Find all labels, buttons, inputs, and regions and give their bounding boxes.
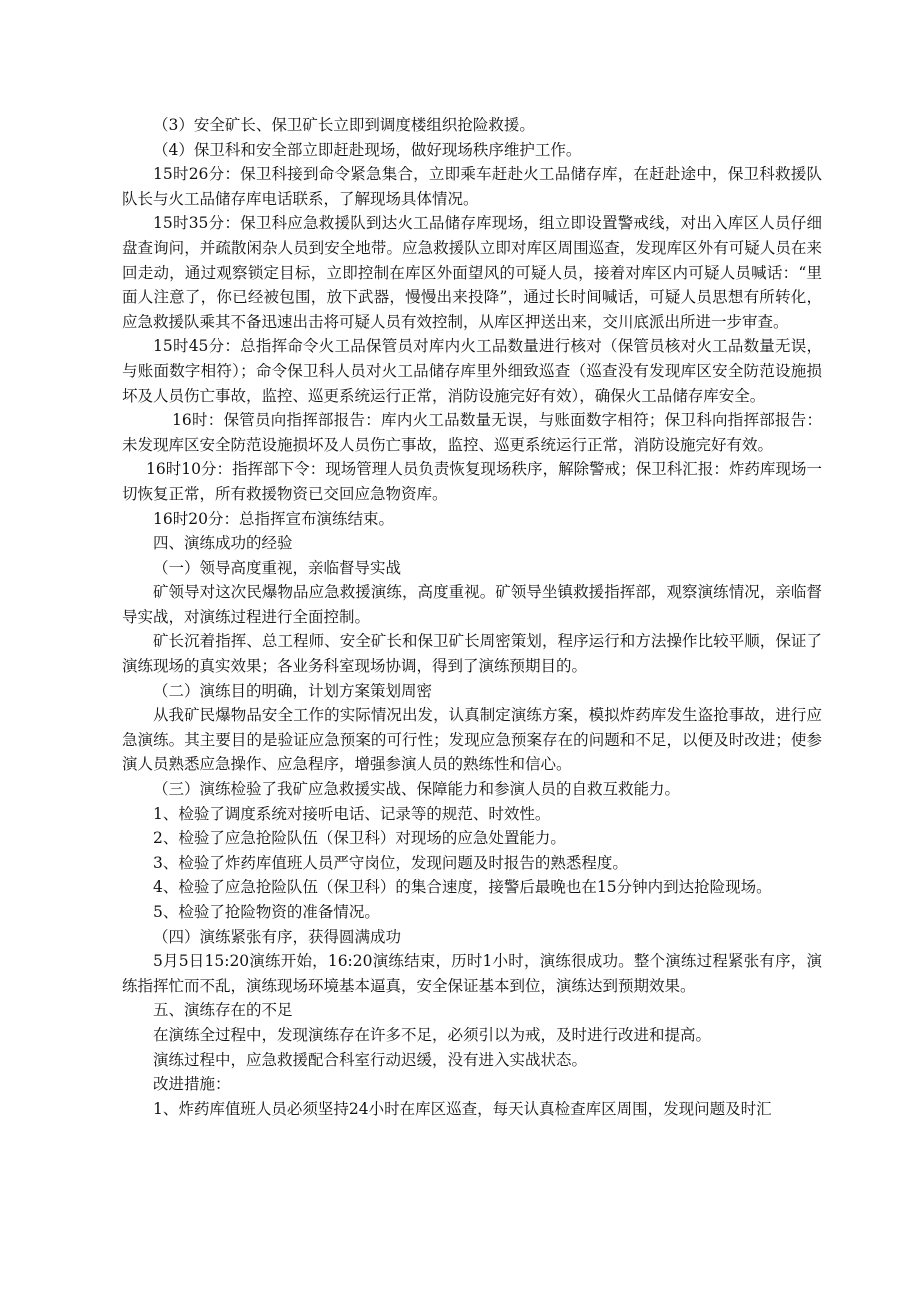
section-heading-4: 四、演练成功的经验 [153, 534, 293, 553]
subheading-4-2: （二）演练目的明确，计划方案策划周密 [153, 681, 433, 700]
document-page [122, 113, 822, 1121]
list-item-1: 1、检验了调度系统对接听电话、记录等的规范、时效性。 [153, 804, 551, 823]
subheading-4-1: （一）领导高度重视，亲临督导实战 [153, 558, 402, 577]
paragraph-improvement-label: 改进措施： [153, 1075, 231, 1094]
paragraph-1526: 15时26分：保卫科接到命令紧急集合，立即乘车赶赴火工品储存库，在赶赴途中，保卫科救援队队长与火工品储存库电话联系，了解现场具体情况。 [122, 165, 822, 208]
list-item-4: 4、检验了应急抢险队伍（保卫科）的集合速度，接警后最晚也在15分钟内到达抢险现场。 [153, 878, 772, 897]
list-item-5: 5、检验了抢险物资的准备情况。 [153, 903, 380, 921]
paragraph-purpose: 从我矿民爆物品安全工作的实际情况出发，认真制定演练方案，模拟炸药库发生盗抢事故，进行应急演练。其主要目的是验证应急预案的可行性；发现应急预案存在的问题和不足，以便及时改进；使参演人员熟悉应急操作、应急程序，增强参演人员的熟练性和信心。 [122, 706, 822, 774]
list-item-3: 3、检验了炸药库值班人员严守岗位，发现问题及时报告的熟悉程度。 [153, 853, 628, 872]
paragraph-1535: 15时35分：保卫科应急救援队到达火工品储存库现场，组立即设置警戒线，对出入库区人员仔细盘查询问，并疏散闲杂人员到安全地带。应急救援队立即对库区周围巡查，发现库区外有可疑人员在来回走动，通过观察锁定目标，立即控制在库区外面望风的可疑人员，接着对库区内可疑人员喊话：“里面人注意了，你已经被包围，放下武器，慢慢出来投降”，通过长时间喊话，可疑人员思想有所转化，应急救援队乘其不备迅速出击将可疑人员有效控制，从库区押送出来，交川底派出所进一步审查。 [122, 214, 822, 331]
paragraph-1610: 16时10分：指挥部下令：现场管理人员负责恢复现场秩序，解除警戒；保卫科汇报：炸药库现场一切恢复正常，所有救援物资已交回应急物资库。 [122, 460, 822, 503]
paragraph-step-4: （4）保卫科和安全部立即赶赴现场，做好现场秩序维护工作。 [153, 140, 582, 159]
paragraph-step-3: （3）安全矿长、保卫矿长立即到调度楼组织抢险救援。 [153, 116, 535, 134]
paragraph-1600: 16时：保管员向指挥部报告：库内火工品数量无误，与账面数字相符；保卫科向指挥部报告：未发现库区安全防范设施损坏及人员伤亡事故，监控、巡更系统运行正常，消防设施完好有效。 [122, 411, 822, 454]
paragraph-slow-response: 演练过程中，应急救援配合科室行动迟缓，没有进入实战状态。 [153, 1050, 588, 1069]
paragraph-may-5: 5月5日15:20演练开始，16:20演练结束，历时1小时，演练很成功。整个演练过程紧张有序，演练指挥忙而不乱，演练现场环境基本逼真，安全保证基本到位，演练达到预期效果。 [122, 952, 822, 995]
section-heading-5: 五、演练存在的不足 [153, 1001, 293, 1020]
paragraph-1545: 15时45分：总指挥命令火工品保管员对库内火工品数量进行核对（保管员核对火工品数量无误，与账面数字相符）；命令保卫科人员对火工品储存库里外细致巡查（巡查没有发现库区安全防范设施损坏及人员伤亡事故，监控、巡更系统运行正常，消防设施完好有效），确保火工品储存库安全。 [122, 337, 822, 405]
paragraph-mine-director: 矿长沉着指挥、总工程师、安全矿长和保卫矿长周密策划，程序运行和方法操作比较平顺，保证了演练现场的真实效果；各业务科室现场协调，得到了演练预期目的。 [122, 632, 822, 676]
paragraph-1620: 16时20分：总指挥宣布演练结束。 [153, 509, 394, 528]
subheading-4-4: （四）演练紧张有序，获得圆满成功 [153, 927, 402, 946]
paragraph-leadership: 矿领导对这次民爆物品应急救援演练，高度重视。矿领导坐镇救援指挥部，观察演练情况，亲临督导实战，对演练过程进行全面控制。 [122, 583, 822, 626]
paragraph-shortcomings: 在演练全过程中，发现演练存在许多不足，必须引以为戒，及时进行改进和提高。 [153, 1025, 712, 1044]
subheading-4-3: （三）演练检验了我矿应急救援实战、保障能力和参演人员的自救互救能力。 [153, 780, 681, 799]
paragraph-improvement-1: 1、炸药库值班人员必须坚持24小时在库区巡查，每天认真检查库区周围，发现问题及时汇 [153, 1099, 772, 1118]
list-item-2: 2、检验了应急抢险队伍（保卫科）对现场的应急处置能力。 [153, 829, 566, 848]
